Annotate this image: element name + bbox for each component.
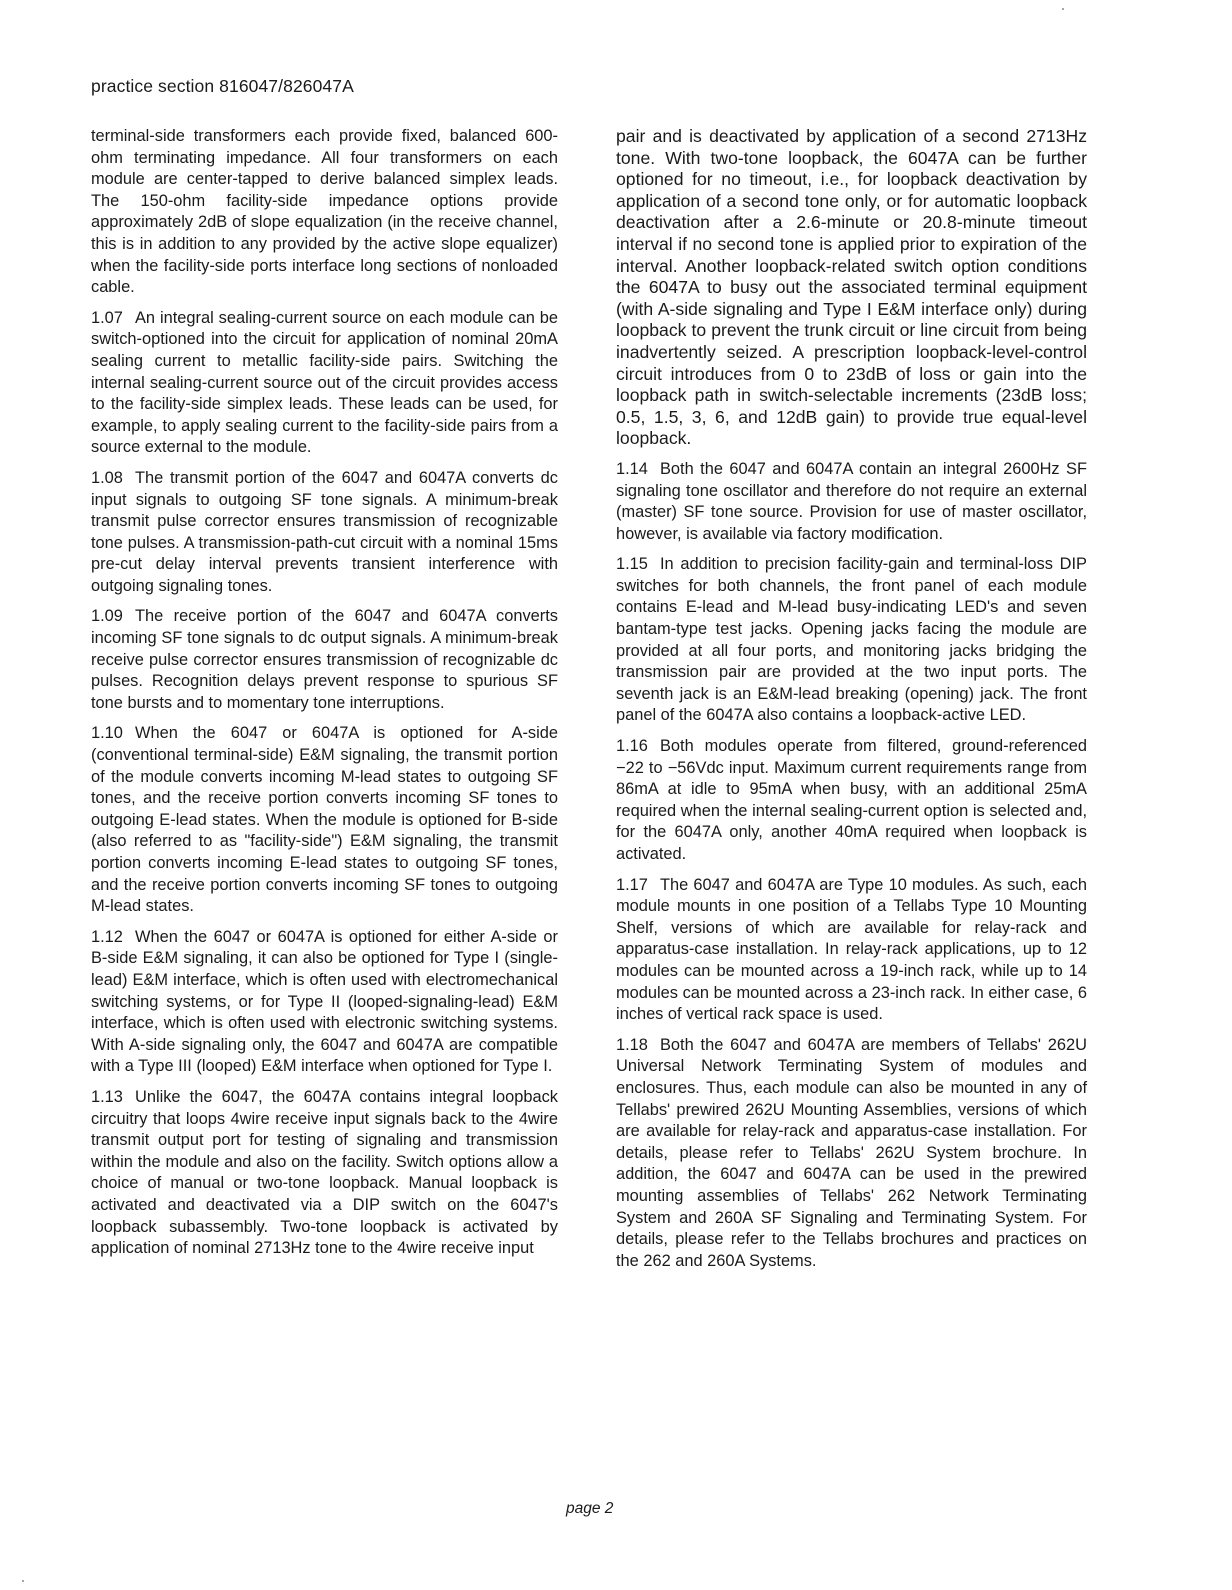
paragraph-number: 1.16 (616, 737, 648, 756)
scan-speck (22, 1580, 24, 1582)
paragraph-text: Both the 6047 and 6047A are members of Tellabs' 262U Universal Network Terminating System of modules and enclosures. Thus, each module can also be mounted in any of Tellabs' prewired 262U Mounting Assemblies, versions of which are available for relay-rack and apparatus-case installation. For details, please refer to Tellabs' 262U System brochure. In addition, the 6047 and 6047A can be used in the prewired mounting assemblies of Tellabs' 262 Network Terminating System and 260A SF Signaling and Terminating System. For details, please refer to the Tellabs brochures and practices on the 262 and 260A Systems. (616, 1035, 1087, 1270)
paragraph-continuation (616, 126, 1087, 450)
paragraph-number: 1.08 (91, 468, 123, 487)
paragraph-continuation (91, 126, 558, 299)
paragraph-number: 1.14 (616, 459, 648, 478)
left-column (91, 126, 558, 1269)
paragraph-1-15 (616, 554, 1087, 727)
paragraph-text: Both modules operate from filtered, ground-referenced −22 to −56Vdc input. Maximum current requirements range from 86mA at idle to 95mA when busy, with an additional 25mA required when the internal sealing-current option is selected and, for the 6047A only, another 40mA required when loopback is activated. (616, 737, 1087, 863)
paragraph-1-14 (616, 459, 1087, 545)
paragraph-1-13 (91, 1087, 558, 1260)
paragraph-text: In addition to precision facility-gain and terminal-loss DIP switches for both channels, the front panel of each module contains E-lead and M-lead busy-indicating LED's and seven bantam-type test jacks. Opening jacks facing the module are provided at all four ports, and monitoring jacks bridging the transmission pair are provided at the two input ports. The seventh jack is an E&M-lead breaking (opening) jack. The front panel of the 6047A also contains a loopback-active LED. (616, 555, 1087, 725)
paragraph-1-12 (91, 927, 558, 1078)
paragraph-text: The transmit portion of the 6047 and 6047A converts dc input signals to outgoing SF tone signals. A minimum-break transmit pulse corrector ensures transmission of recognizable tone pulses. A transmission-path-cut circuit with a nominal 15ms pre-cut delay interval prevents transient interference with outgoing signaling tones. (91, 468, 558, 595)
paragraph-text: terminal-side transformers each provide fixed, balanced 600-ohm terminating impedance. All four transformers on each module are center-tapped to derive balanced simplex leads. The 150-ohm facility-side impedance options provide approximately 2dB of slope equalization (in the receive channel, this is in addition to any provided by the active slope equalizer) when the facility-side ports interface long sections of nonloaded cable. (91, 127, 558, 297)
paragraph-text: When the 6047 or 6047A is optioned for either A-side or B-side E&M signaling, it can also be optioned for Type I (single-lead) E&M interface, which is often used with electromechanical switching systems, or for Type II (looped-signaling-lead) E&M interface, which is often used with electronic switching systems. With A-side signaling only, the 6047 and 6047A are compatible with a Type III (looped) E&M interface when optioned for Type I. (91, 927, 558, 1076)
paragraph-1-16 (616, 736, 1087, 866)
paragraph-number: 1.15 (616, 555, 648, 574)
paragraph-number: 1.12 (91, 927, 123, 946)
right-column (616, 126, 1087, 1281)
paragraph-text: Both the 6047 and 6047A contain an integral 2600Hz SF signaling tone oscillator and therefore do not require an external (master) SF tone source. Provision for use of master oscillator, however, is available via factory modification. (616, 459, 1087, 543)
paragraph-text: Unlike the 6047, the 6047A contains integral loopback circuitry that loops 4wire receive input signals back to the 4wire transmit output port for testing of signaling and transmission within the module and also on the facility. Switch options allow a choice of manual or two-tone loopback. Manual loopback is activated and deactivated via a DIP switch on the 6047's loopback subassembly. Two-tone loopback is activated by application of nominal 2713Hz tone to the 4wire receive input (91, 1087, 558, 1258)
page-header: practice section 816047/826047A (91, 76, 354, 96)
paragraph-1-09 (91, 606, 558, 714)
paragraph-1-18 (616, 1035, 1087, 1273)
paragraph-number: 1.17 (616, 875, 648, 894)
paragraph-text: The receive portion of the 6047 and 6047A converts incoming SF tone signals to dc output signals. A minimum-break receive pulse corrector ensures transmission of recognizable dc pulses. Recognition delays prevent response to spurious SF tone bursts and to momentary tone interruptions. (91, 607, 558, 712)
paragraph-number: 1.13 (91, 1087, 123, 1106)
paragraph-text: When the 6047 or 6047A is optioned for A-side (conventional terminal-side) E&M signaling, the transmit portion of the module converts incoming M-lead states to outgoing SF tones, and the receive portion converts incoming SF tones to outgoing E-lead states. When the module is optioned for B-side (also referred to as "facility-side") E&M signaling, the transmit portion converts incoming E-lead states to outgoing SF tones, and the receive portion converts incoming SF tones to outgoing M-lead states. (91, 724, 558, 916)
paragraph-text: pair and is deactivated by application of a second 2713Hz tone. With two-tone loopback, the 6047A can be further optioned for no timeout, i.e., for loopback deactivation by application of a second tone only, or for automatic loopback deactivation after a 2.6-minute or 20.8-minute timeout interval if no second tone is applied prior to expiration of the interval. Another loopback-related switch option conditions the 6047A to busy out the associated terminal equipment (with A-side signaling and Type I E&M interface only) during loopback to prevent the trunk circuit or line circuit from being inadvertently seized. A prescription loopback-level-control circuit introduces from 0 to 23dB of loss or gain into the loopback path in switch-selectable increments (23dB loss; 0.5, 1.5, 3, 6, and 12dB gain) to provide true equal-level loopback. (616, 126, 1087, 449)
paragraph-text: An integral sealing-current source on each module can be switch-optioned into the circuit for application of nominal 20mA sealing current to metallic facility-side pairs. Switching the internal sealing-current source out of the circuit provides access to the facility-side simplex leads. These leads can be used, for example, to apply sealing current to the facility-side pairs from a source external to the module. (91, 308, 558, 457)
paragraph-1-08 (91, 468, 558, 598)
paragraph-number: 1.07 (91, 308, 123, 327)
paragraph-number: 1.10 (91, 724, 123, 743)
scan-speck (1062, 8, 1064, 10)
paragraph-text: The 6047 and 6047A are Type 10 modules. As such, each module mounts in one position of a Tellabs Type 10 Mounting Shelf, versions of which are available for relay-rack and apparatus-case installation. In relay-rack applications, up to 12 modules can be mounted across a 19-inch rack, while up to 14 modules can be mounted across a 23-inch rack. In either case, 6 inches of vertical rack space is used. (616, 875, 1087, 1024)
paragraph-1-07 (91, 308, 558, 459)
paragraph-number: 1.18 (616, 1035, 648, 1054)
paragraph-number: 1.09 (91, 607, 123, 626)
paragraph-1-10 (91, 723, 558, 917)
paragraph-1-17 (616, 875, 1087, 1026)
page-number: page 2 (566, 1500, 614, 1517)
